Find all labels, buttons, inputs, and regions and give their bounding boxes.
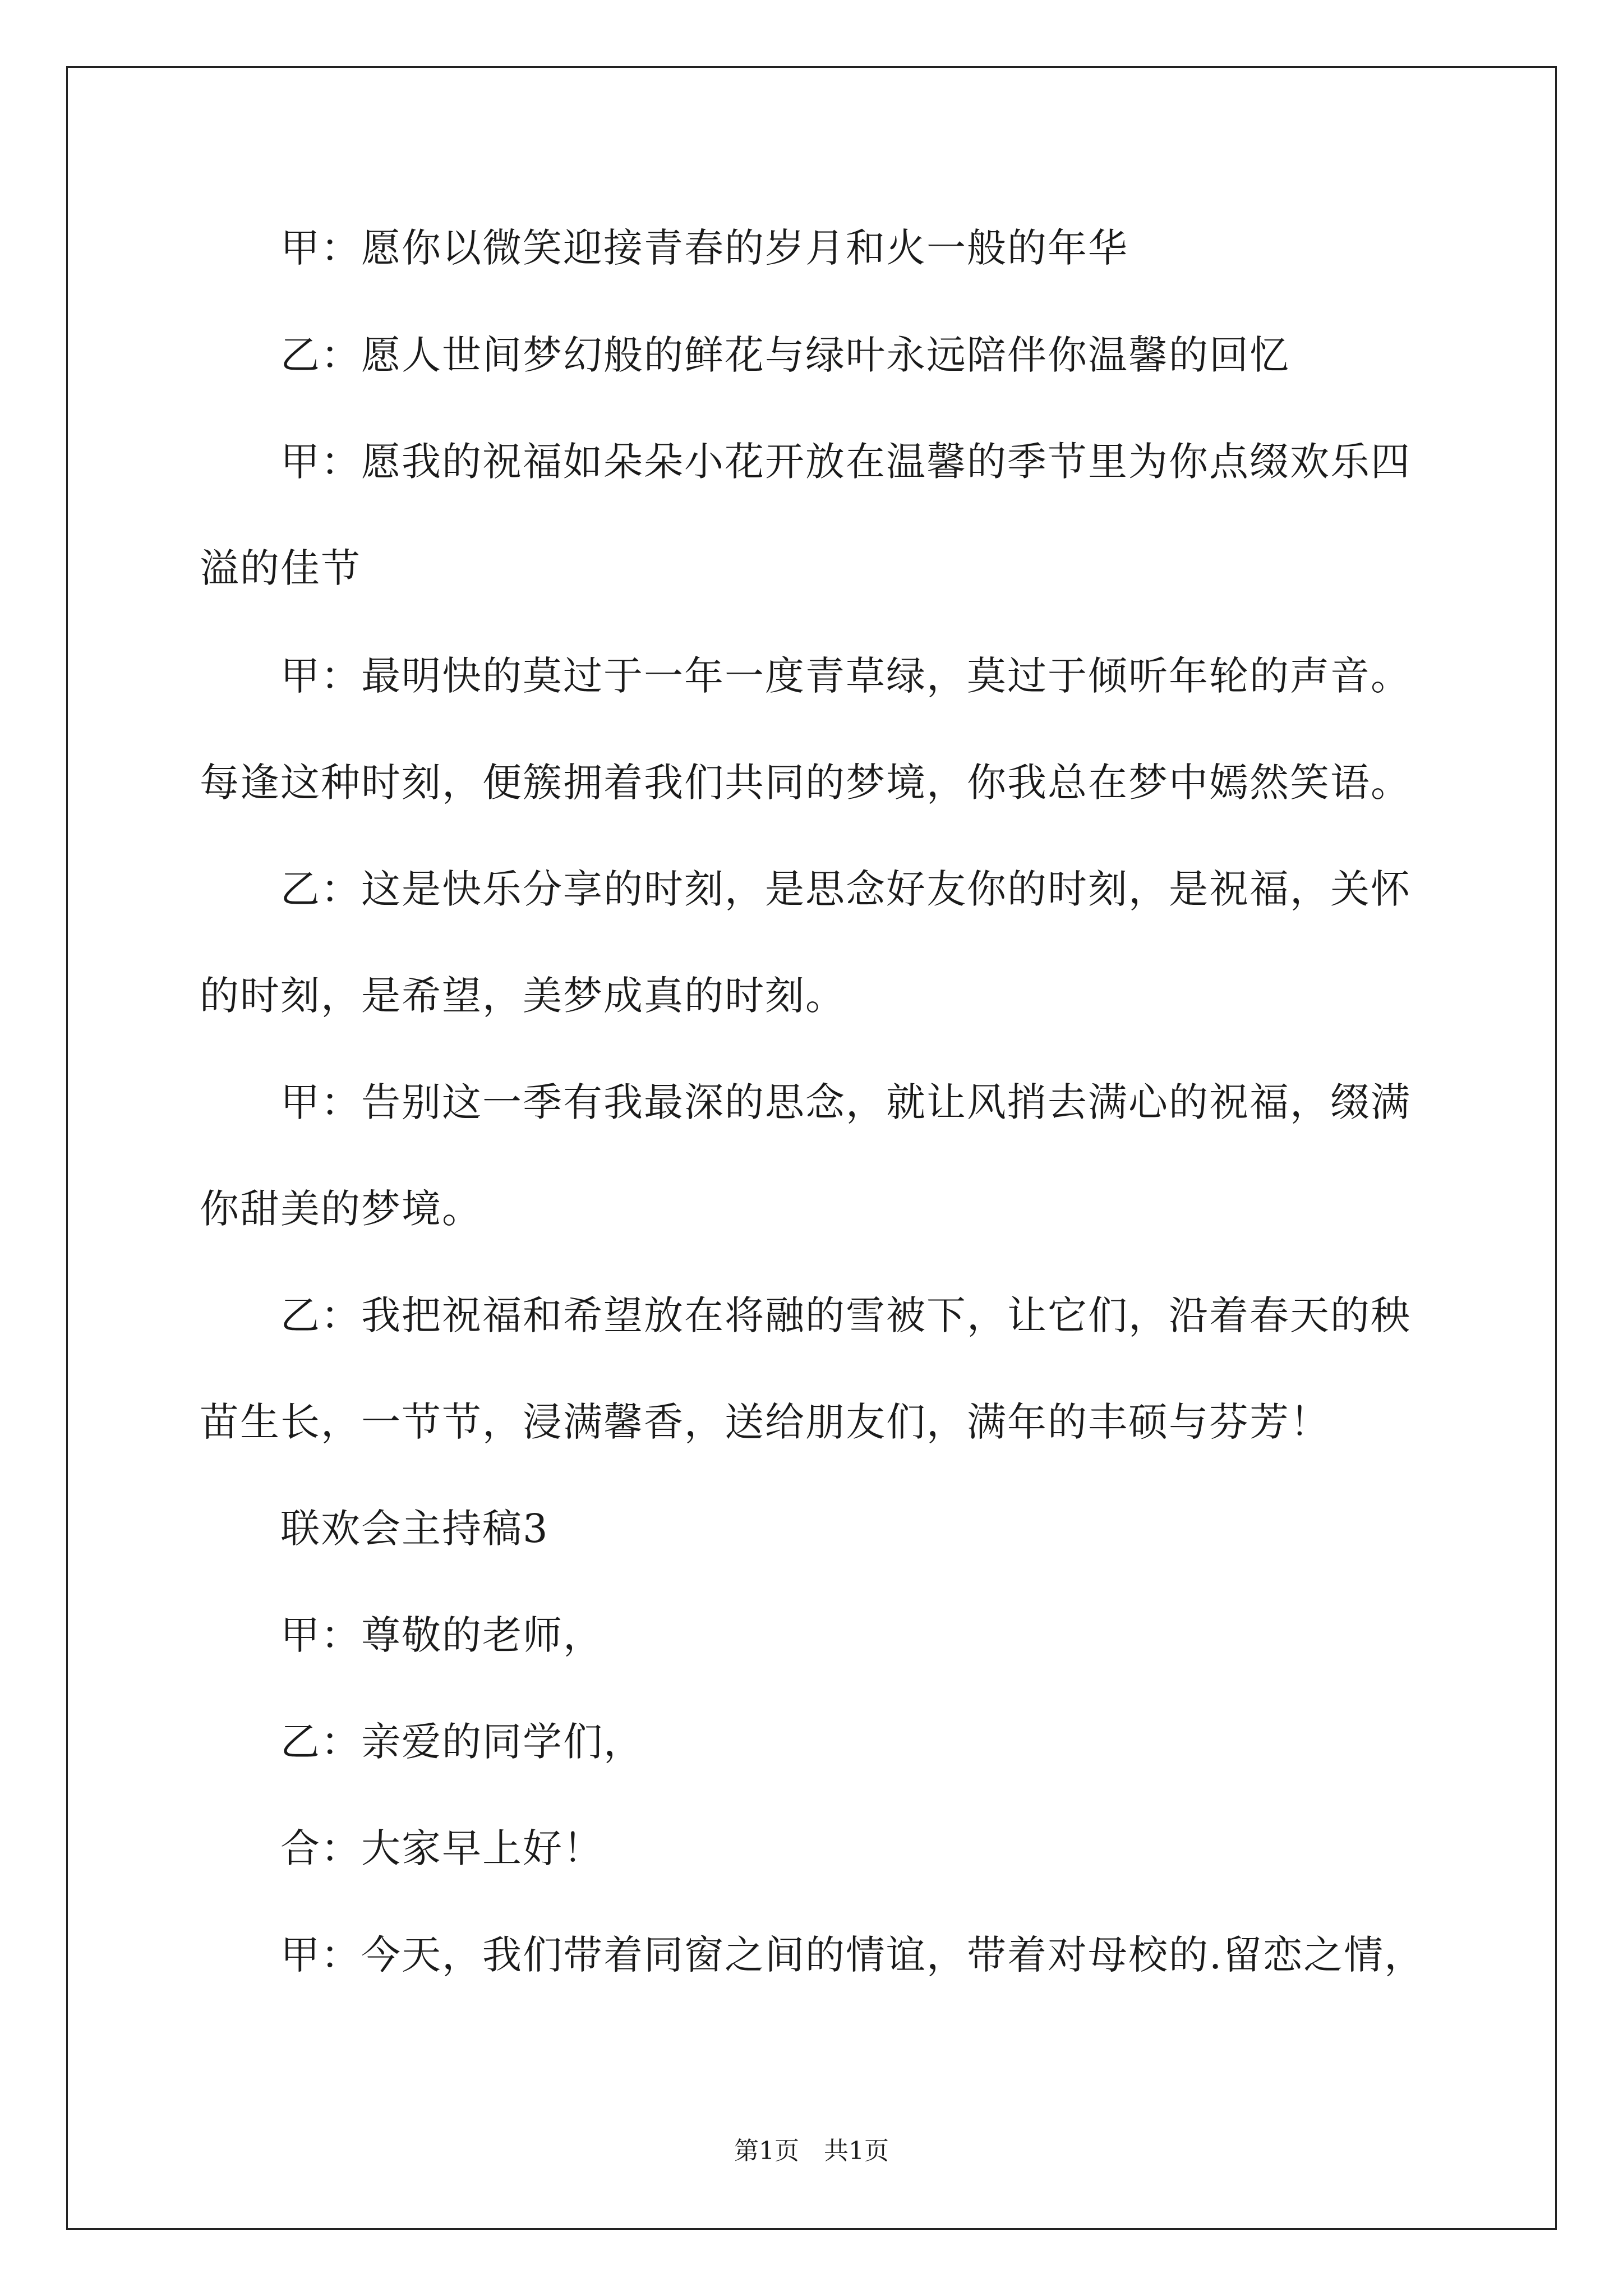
paragraph-line: 甲：尊敬的老师， — [280, 1612, 603, 1658]
paragraph-line: 甲：愿你以微笑迎接青春的岁月和火一般的年华 — [280, 225, 1128, 271]
page-footer: 第1页 共1页 — [734, 2137, 889, 2165]
paragraph-line: 乙：这是快乐分享的时刻，是思念好友你的时刻，是祝福，关怀 — [280, 866, 1411, 912]
paragraph-line: 合：大家早上好！ — [280, 1825, 603, 1871]
page-border — [66, 66, 1557, 2230]
paragraph-line: 溢的佳节 — [200, 545, 361, 591]
paragraph-line: 甲：今天，我们带着同窗之间的情谊，带着对母校的.留恋之情， — [280, 1932, 1425, 1978]
paragraph-line: 苗生长，一节节，浸满馨香，送给朋友们，满年的丰硕与芬芳！ — [200, 1399, 1330, 1445]
paragraph-line: 甲：愿我的祝福如朵朵小花开放在温馨的季节里为你点缀欢乐四 — [280, 439, 1411, 485]
section-heading: 联欢会主持稿3 — [280, 1506, 549, 1552]
paragraph-line: 乙：愿人世间梦幻般的鲜花与绿叶永远陪伴你温馨的回忆 — [280, 332, 1290, 378]
paragraph-line: 甲：告别这一季有我最深的思念，就让风捎去满心的祝福，缀满 — [280, 1079, 1411, 1125]
paragraph-line: 你甜美的梦境。 — [200, 1186, 482, 1232]
paragraph-line: 乙：亲爱的同学们， — [280, 1719, 644, 1765]
paragraph-line: 的时刻，是希望，美梦成真的时刻。 — [200, 973, 846, 1019]
paragraph-line: 甲：最明快的莫过于一年一度青草绿，莫过于倾听年轮的声音。 — [280, 653, 1411, 699]
paragraph-line: 每逢这种时刻，便簇拥着我们共同的梦境，你我总在梦中嫣然笑语。 — [200, 760, 1411, 806]
paragraph-line: 乙：我把祝福和希望放在将融的雪被下，让它们，沿着春天的秧 — [280, 1292, 1411, 1338]
